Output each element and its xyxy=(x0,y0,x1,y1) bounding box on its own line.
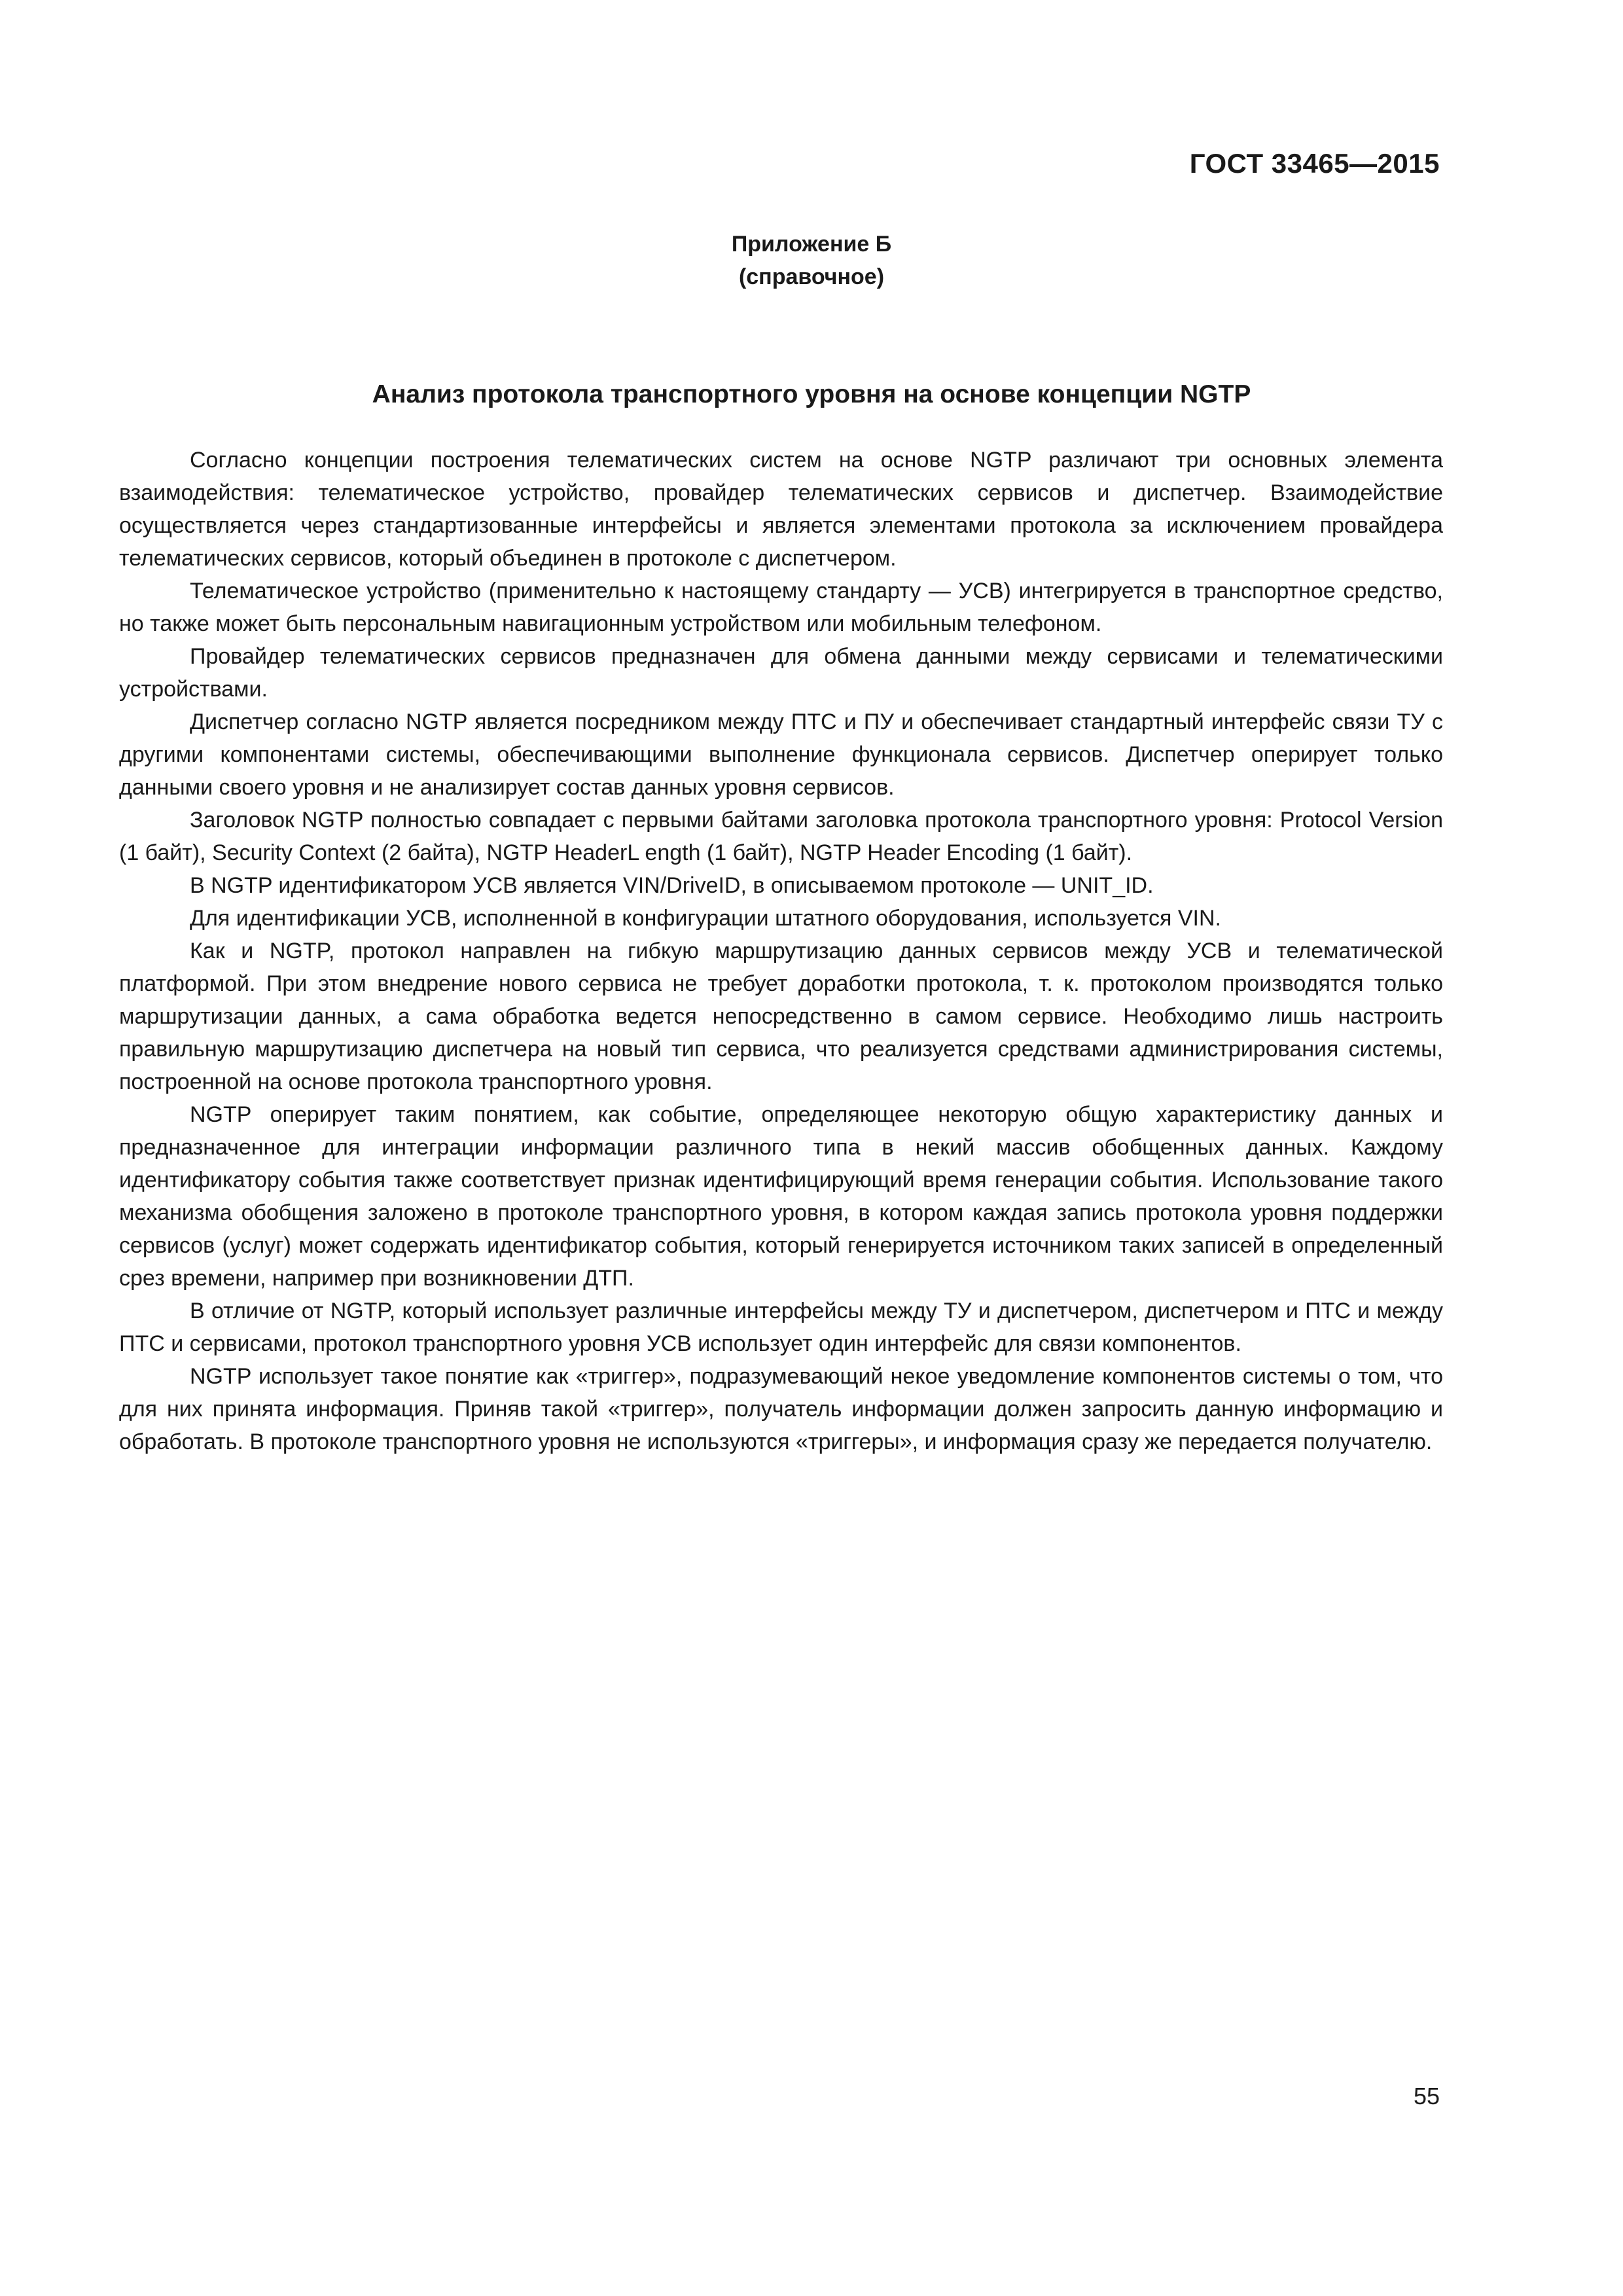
paragraph: В NGTP идентификатором УСВ является VIN/DriveID, в описываемом протоколе — UNIT_ID. xyxy=(190,873,1154,898)
paragraph: NGTP оперирует таким понятием, как событие, определяющее некоторую общую характеристику данных и предназначенное для интеграции информации различного типа в некий массив обобщенных данных. Каждому идентификатору события также соответствует признак идентифицирующий время генерации события. Использование такого механизма обобщения заложено в протоколе транспортного уровня, в котором каждая запись протокола уровня поддержки сервисов (услуг) может содержать идентификатор события, который генерируется источником таких записей в определенный срез времени, например при возникновении ДТП. xyxy=(119,1102,1443,1291)
document-code: ГОСТ 33465—2015 xyxy=(1189,148,1440,179)
paragraph: Согласно концепции построения телематических систем на основе NGTP различают три основных элемента взаимодействия: телематическое устройство, провайдер телематических сервисов и диспетчер. Взаимодействие осуществляется через стандартизованные интерфейсы и является элементами протокола за исключением провайдера телематических сервисов, который объединен в протоколе с диспетчером. xyxy=(119,448,1443,571)
appendix-label: Приложение Б xyxy=(731,232,892,257)
appendix-kind: (справочное) xyxy=(738,264,885,289)
body-text xyxy=(119,444,1443,1458)
paragraph: Провайдер телематических сервисов предназначен для обмена данными между сервисами и телематическими устройствами. xyxy=(119,644,1443,702)
section-title: Анализ протокола транспортного уровня на основе концепции NGTP xyxy=(372,380,1251,408)
paragraph: Заголовок NGTP полностью совпадает с первыми байтами заголовка протокола транспортного уровня: Protocol Version (1 байт), Security Context (2 байта), NGTP HeaderL ength (1 байт), NGTP Header Encoding (1 байт). xyxy=(119,808,1443,865)
paragraph: Как и NGTP, протокол направлен на гибкую маршрутизацию данных сервисов между УСВ и телематической платформой. При этом внедрение нового сервиса не требует доработки протокола, т. к. протоколом производятся только маршрутизации данных, а сама обработка ведется непосредственно в самом сервисе. Необходимо лишь настроить правильную маршрутизацию диспетчера на новый тип сервиса, что реализуется средствами администрирования системы, построенной на основе протокола транспортного уровня. xyxy=(119,939,1443,1094)
page-number: 55 xyxy=(1413,2083,1440,2109)
paragraph: Диспетчер согласно NGTP является посредником между ПТС и ПУ и обеспечивает стандартный интерфейс связи ТУ с другими компонентами системы, обеспечивающими выполнение функционала сервисов. Диспетчер оперирует только данными своего уровня и не анализирует состав данных уровня сервисов. xyxy=(119,709,1443,800)
paragraph: NGTP использует такое понятие как «триггер», подразумевающий некое уведомление компонентов системы о том, что для них принята информация. Приняв такой «триггер», получатель информации должен запросить данную информацию и обработать. В протоколе транспортного уровня не используются «триггеры», и информация сразу же передается получателю. xyxy=(119,1364,1443,1454)
appendix-heading xyxy=(0,228,1623,293)
paragraph: Для идентификации УСВ, исполненной в конфигурации штатного оборудования, используется VIN. xyxy=(190,906,1221,931)
paragraph: Телематическое устройство (применительно к настоящему стандарту — УСВ) интегрируется в транспортное средство, но также может быть персональным навигационным устройством или мобильным телефоном. xyxy=(119,579,1443,636)
paragraph: В отличие от NGTP, который использует различные интерфейсы между ТУ и диспетчером, диспетчером и ПТС и между ПТС и сервисами, протокол транспортного уровня УСВ использует один интерфейс для связи компонентов. xyxy=(119,1299,1443,1356)
